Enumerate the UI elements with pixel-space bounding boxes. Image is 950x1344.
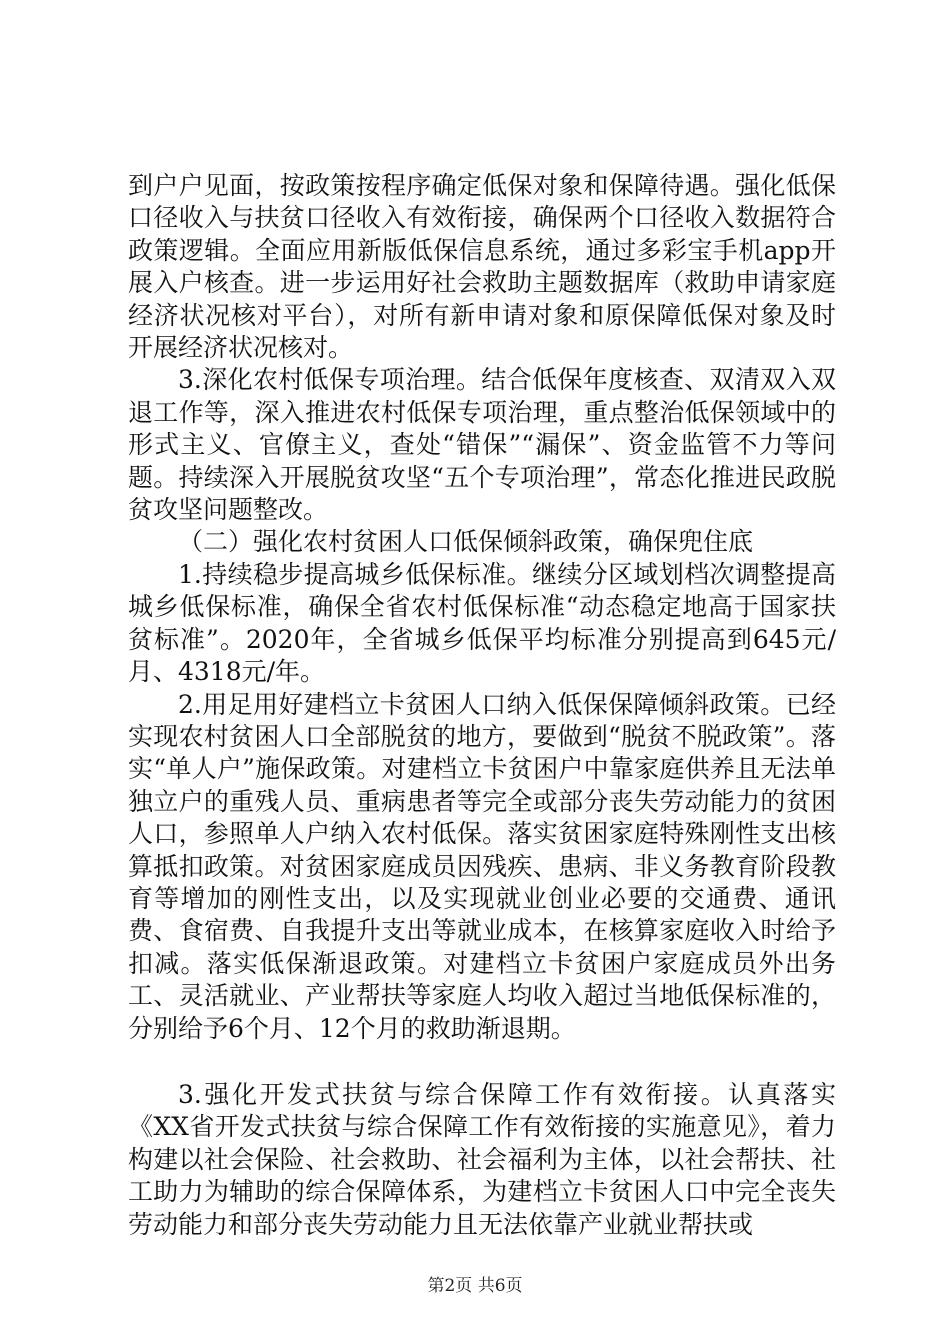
page-footer: 第2页 共6页 [427, 1276, 523, 1296]
paragraph-item-3-rural-governance: 3.深化农村低保专项治理。结合低保年度核查、双清双入双退工作等，深入推进农村低保专项治理，重点整治低保领域中的形式主义、官僚主义，查处“错保”“漏保”、资金监管不力等问题。持续深入开展脱贫攻坚“五个专项治理”，常态化推进民政脱贫攻坚问题整改。 [128, 365, 836, 525]
section-heading-2: （二）强化农村贫困人口低保倾斜政策，确保兜住底 [178, 527, 754, 557]
paragraph-continued: 到户户见面，按政策按程序确定低保对象和保障待遇。强化低保口径收入与扶贫口径收入有效衔接，确保两个口径收入数据符合政策逻辑。全面应用新版低保信息系统，通过多彩宝手机app开展入户核查。进一步运用好社会救助主题数据库（救助申请家庭经济状况核对平台），对所有新申请对象和原保障低保对象及时开展经济状况核对。 [128, 171, 836, 363]
paragraph-item-1-standards: 1.持续稳步提高城乡低保标准。继续分区域划档次调整提高城乡低保标准，确保全省农村低保标准“动态稳定地高于国家扶贫标准”。2020年，全省城乡低保平均标准分别提高到645元/月、4318元/年。 [128, 559, 836, 687]
paragraph-item-2-tilt-policy: 2.用足用好建档立卡贫困人口纳入低保保障倾斜政策。已经实现农村贫困人口全部脱贫的地方，要做到“脱贫不脱政策”。落实“单人户”施保政策。对建档立卡贫困户中靠家庭供养且无法单独立户的重残人员、重病患者等完全或部分丧失劳动能力的贫困人口，参照单人户纳入农村低保。落实贫困家庭特殊刚性支出核算抵扣政策。对贫困家庭成员因残疾、患病、非义务教育阶段教育等增加的刚性支出，以及实现就业创业必要的交通费、通讯费、食宿费、自我提升支出等就业成本，在核算家庭收入时给予扣减。落实低保渐退政策。对建档立卡贫困户家庭成员外出务工、灵活就业、产业帮扶等家庭人均收入超过当地低保标准的，分别给予6个月、12个月的救助渐退期。 [128, 689, 836, 1043]
paragraph-gap [128, 1045, 836, 1079]
paragraph-item-3-development-link: 3.强化开发式扶贫与综合保障工作有效衔接。认真落实《XX省开发式扶贫与综合保障工作有效衔接的实施意见》，着力构建以社会保险、社会救助、社会福利为主体，以社会帮扶、社工助力为辅助的综合保障体系，为建档立卡贫困人口中完全丧失劳动能力和部分丧失劳动能力且无法依靠产业就业帮扶或 [128, 1079, 836, 1239]
document-body [128, 170, 836, 1241]
